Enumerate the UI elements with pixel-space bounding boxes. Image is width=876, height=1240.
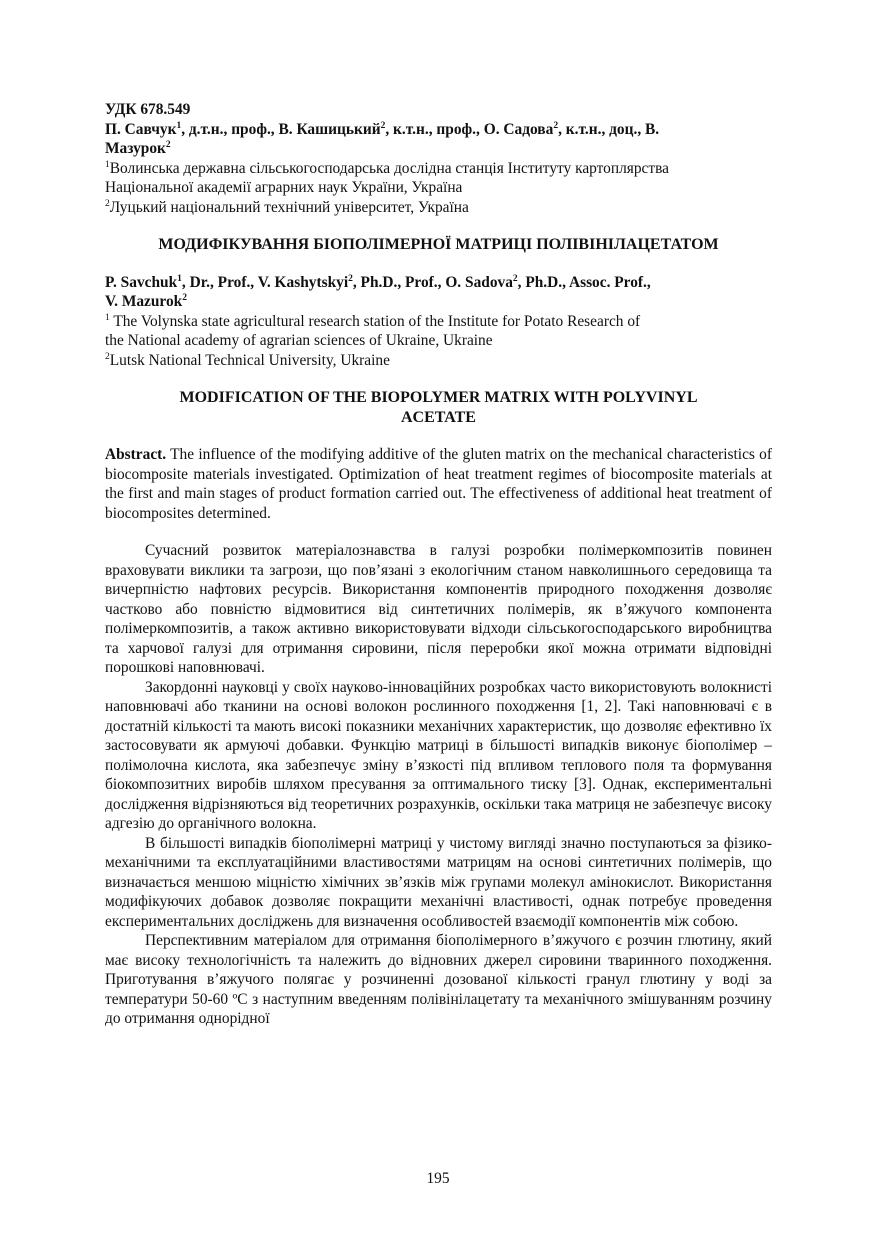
udk-code: УДК 678.549: [105, 101, 191, 118]
title-ua: МОДИФІКУВАННЯ БІОПОЛІМЕРНОЇ МАТРИЦІ ПОЛІВІНІЛАЦЕТАТОМ: [158, 236, 719, 253]
body-paragraph: Закордонні науковці у своїх науково-інноваційних розробках часто використовують волокнисті наповнювачі або тканини на основі волокон рослинного походження [1, 2]. Такі наповнювачі є в достатній кількості та мають високі показники механічних характеристик, що дозволяє ефективно їх застосовувати як армуючі добавки. Функцію матриці в більшості випадків виконує біополімер – полімолочна кислота, яка забезпечує зміну в’язкості під впливом теплового поля та формування біокомпозитних виробів шляхом пресування за оптимального тиску [3]. Однак, експериментальні дослідження відрізняються від теоретичних розрахунків, оскільки така матриця не забезпечує високу адгезію до органічного волокна.: [105, 678, 772, 832]
article-page: [105, 100, 772, 1029]
affiliations-ua: $^1$Волинська державна сільськогосподарська дослідна станція Інституту картоплярства Національної академії аграрних наук України, Україна $^2$Луцький національний технічний університет, Україна: [105, 159, 670, 216]
body-paragraph: Сучасний розвиток матеріалознавства в галузі розробки полімеркомпозитів повинен враховувати виклики та загрози, що пов’язані з екологічним станом навколишнього середовища та вичерпністю нафтових ресурсів. Використання компонентів природного походження дозволяє частково або повністю відмовитися від синтетичних полімерів, як в’яжучого компонента полімеркомпозитів, а також активно використовувати відходи сільськогосподарського виробництва та харчової галузі для отримання сировини, після переробки якої можна отримати відповідні порошкові наповнювачі.: [105, 542, 772, 676]
title-en: MODIFICATION OF THE BIOPOLYMER MATRIX WITH POLYVINYL ACETATE: [179, 389, 698, 426]
body-paragraph: Перспективним матеріалом для отримання біополімерного в’яжучого є розчин глютину, який має високу технологічність та належить до відновних джерел сировини тваринного походження. Приготування в’яжучого полягає у розчиненні дозованої кількості гранул глютину у воді за температури 50-60 ºС з наступним введенням полівінілацетату та механічного змішуванням розчину до отримання однорідної: [105, 932, 772, 1027]
abstract-label: Abstract.: [105, 446, 167, 463]
abstract: [105, 445, 772, 523]
affiliations-en: $^1$ The Volynska state agricultural research station of the Institute for Potato Research of the National academy of agrarian sciences of Ukraine, Ukraine $^2$Lutsk National Technical University, Ukraine: [105, 312, 641, 369]
authors-en: P. Savchuk$^1$, Dr., Prof., V. Kashytskyi$^2$, Ph.D., Prof., O. Sadova$^2$, Ph.D., Assoc. Prof., V. Mazurok$^2$: [105, 273, 651, 310]
abstract-text: The influence of the modifying additive of the gluten matrix on the mechanical characteristics of biocomposite materials investigated. Optimization of heat treatment regimes of biocomposite materials at the first and main stages of product formation carried out. The effectiveness of additional heat treatment of biocomposites determined.: [105, 446, 772, 522]
page-number: 195: [426, 1170, 450, 1187]
body-paragraph: В більшості випадків біополімерні матриці у чистому вигляді значно поступаються за фізико-механічними та експлуатаційними властивостями матрицям на основі синтетичних полімерів, що визначається меншою міцністю хімічних зв’язків між групами молекул амінокислот. Використання модифікуючих добавок дозволяє покращити механічні властивості, однак потребує проведення експериментальних досліджень для визначення особливостей взаємодії компонентів між собою.: [105, 834, 772, 930]
authors-ua: П. Савчук$^1$, д.т.н., проф., В. Кашицький$^2$, к.т.н., проф., О. Садова$^2$, к.т.н., доц., В. Мазурок$^2$: [105, 120, 660, 157]
